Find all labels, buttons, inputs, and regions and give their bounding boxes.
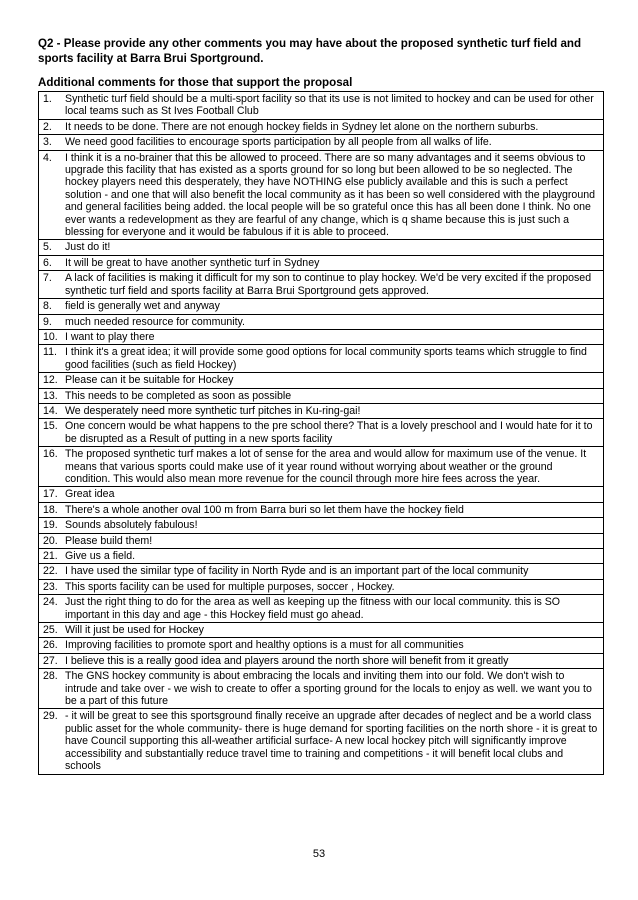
comment-number: 16.: [43, 448, 58, 461]
comment-text: Please build them!: [65, 534, 153, 547]
comment-text: field is generally wet and anyway: [65, 300, 220, 313]
document-page: [38, 36, 602, 775]
comment-number: 20.: [43, 534, 58, 547]
comment-number: 17.: [43, 488, 58, 501]
table-row: [39, 637, 603, 652]
table-row: [39, 502, 603, 517]
table-row: [39, 668, 603, 708]
table-row: [39, 134, 603, 149]
comment-number: 26.: [43, 639, 58, 652]
comment-text: A lack of facilities is making it difficult for my son to continue to play hockey. We'd be very excited if the proposed synthetic turf field and sports facility at Barra Brui Sportground gets approved.: [65, 272, 592, 297]
comment-text: Sounds absolutely fabulous!: [65, 519, 198, 532]
comment-text: Improving facilities to promote sport and healthy options is a must for all communities: [65, 639, 464, 652]
table-row: [39, 329, 603, 344]
comment-number: 4.: [43, 151, 52, 164]
comment-text: Just the right thing to do for the area as well as keeping up the fitness with our local community. this is SO important in this day and age - this Hockey field must go ahead.: [65, 596, 561, 621]
comment-text: We need good facilities to encourage sports participation by all people from all walks of life.: [65, 136, 492, 149]
table-row: [39, 270, 603, 298]
comment-text: The GNS hockey community is about embracing the locals and inviting them into our fold. We don't wish to intrude and take over - we wish to create to offer a sporting ground for the locals to enjoy as well. we want you to be a part of this future: [65, 670, 592, 708]
table-row: [39, 298, 603, 313]
table-row: [39, 418, 603, 446]
comment-text: Just do it!: [65, 241, 111, 254]
comment-number: 7.: [43, 272, 52, 285]
comment-number: 8.: [43, 300, 52, 313]
table-row: [39, 446, 603, 486]
comment-text: Great idea: [65, 488, 115, 501]
comment-text: Will it just be used for Hockey: [65, 624, 204, 637]
comment-text: I believe this is a really good idea and players around the north shore will benefit from it greatly: [65, 654, 509, 667]
table-row: [39, 548, 603, 563]
table-row: [39, 533, 603, 548]
comment-text: I want to play there: [65, 330, 155, 343]
table-row: [39, 344, 603, 372]
comment-number: 12.: [43, 374, 58, 387]
comment-number: 10.: [43, 330, 58, 343]
comment-number: 19.: [43, 519, 58, 532]
comment-number: 15.: [43, 420, 58, 433]
comment-number: 22.: [43, 565, 58, 578]
comment-text: It needs to be done. There are not enough hockey fields in Sydney let alone on the northern suburbs.: [65, 120, 539, 133]
comment-text: There's a whole another oval 100 m from Barra buri so let them have the hockey field: [65, 503, 464, 516]
table-row: [39, 653, 603, 668]
comment-text: It will be great to have another synthetic turf in Sydney: [65, 256, 320, 269]
table-row: [39, 403, 603, 418]
comment-number: 18.: [43, 503, 58, 516]
table-row: [39, 314, 603, 329]
comment-text: This needs to be completed as soon as possible: [65, 389, 292, 402]
table-row: [39, 372, 603, 387]
table-row: [39, 486, 603, 501]
comment-text: Please can it be suitable for Hockey: [65, 374, 234, 387]
question-heading: Q2 - Please provide any other comments you may have about the proposed synthetic turf field and sports facility at Barra Brui Sportground.: [38, 37, 582, 65]
comment-text: I have used the similar type of facility in North Ryde and is an important part of the local community: [65, 565, 529, 578]
comment-text: I think it's a great idea; it will provide some good options for local community sports teams which struggle to find good facilities (such as field Hockey): [65, 346, 587, 371]
section-heading: Additional comments for those that support the proposal: [38, 76, 353, 89]
table-row: [39, 579, 603, 594]
comment-number: 24.: [43, 596, 58, 609]
comment-text: much needed resource for community.: [65, 315, 245, 328]
comment-number: 25.: [43, 624, 58, 637]
comment-text: One concern would be what happens to the pre school there? That is a lovely preschool and I would hate for it to be disrupted as a Result of putting in a new sports facility: [65, 420, 593, 445]
table-row: [39, 119, 603, 134]
comment-text: I think it is a no-brainer that this be allowed to proceed. There are so many advantages and it seems obvious to upgrade this facility that has existed as a sports ground for so long but been allowed to be so neglected. The hockey players need this desperately, they have NOTHING else publicly available and this is such a perfect solution - and one that will also benefit the local community as it has been so well considered with the playground and general facilities being added. the local people will be so grateful once this has all been done I think. No one ever wants a redevelopment as they are fearful of any change, which is q shame because this is just such a blessing for everyone and it would be fabulous if it is able to proceed.: [65, 151, 595, 239]
comment-number: 28.: [43, 670, 58, 683]
comment-text: The proposed synthetic turf makes a lot of sense for the area and would allow for maximum use of the venue. It means that various sports could make use of it year round without worrying about weather or the ground condition. This would also mean more revenue for the council through more hire fees across the year.: [65, 448, 587, 485]
table-row: [39, 150, 603, 240]
comments-table: [38, 91, 604, 775]
table-row: [39, 594, 603, 622]
table-row: [39, 92, 603, 119]
comment-number: 29.: [43, 710, 58, 723]
comment-text: We desperately need more synthetic turf pitches in Ku-ring-gai!: [65, 404, 361, 417]
table-row: [39, 517, 603, 532]
comment-number: 21.: [43, 550, 58, 562]
comment-number: 13.: [43, 389, 58, 402]
table-row: [39, 708, 603, 773]
comment-number: 14.: [43, 404, 58, 417]
comment-number: 23.: [43, 580, 58, 593]
comment-number: 3.: [43, 136, 52, 149]
comment-number: 11.: [43, 346, 57, 359]
page-number: 53: [312, 848, 326, 860]
comment-number: 2.: [43, 120, 52, 133]
comment-number: 6.: [43, 256, 52, 269]
comment-number: 27.: [43, 654, 58, 667]
table-row: [39, 388, 603, 403]
comment-text: This sports facility can be used for multiple purposes, soccer , Hockey.: [65, 580, 395, 593]
comment-text: Give us a field.: [65, 550, 136, 562]
table-row: [39, 622, 603, 637]
comment-number: 9.: [43, 315, 52, 328]
comment-text: - it will be great to see this sportsground finally receive an upgrade after decades of neglect and be a world class public asset for the whole community- there is huge demand for sporting facilities on the north shore - it is great to have Council supporting this all-weather artificial surface- A new local hockey pitch will significantly improve accessibility and substantially reduce travel time to training and competitions - it will benefit local clubs and schools: [65, 710, 598, 773]
comment-text: Synthetic turf field should be a multi-sport facility so that its use is not limited to hockey and can be used for other local teams such as St Ives Football Club: [65, 93, 594, 118]
comment-number: 5.: [43, 241, 52, 254]
table-row: [39, 255, 603, 270]
comment-number: 1.: [43, 93, 52, 105]
table-row: [39, 239, 603, 254]
table-row: [39, 563, 603, 578]
